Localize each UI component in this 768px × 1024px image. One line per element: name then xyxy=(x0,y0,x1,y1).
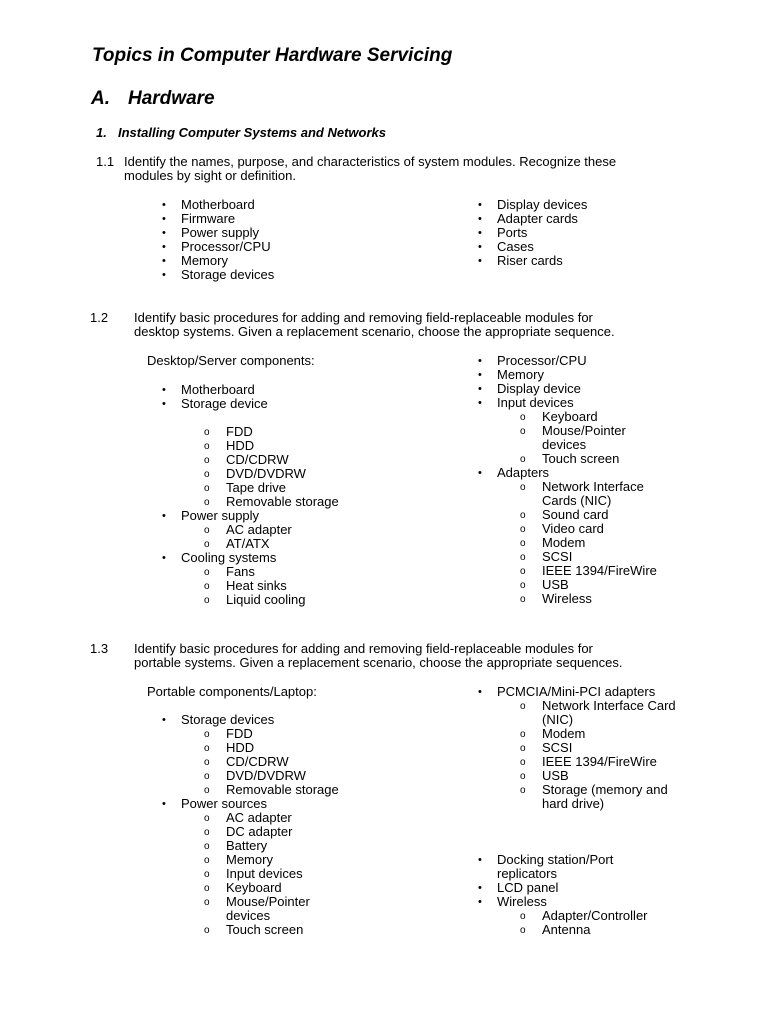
objective-text-line: modules by sight or definition. xyxy=(124,168,296,183)
list-item: • Motherboard xyxy=(162,382,255,397)
list-item: o USB xyxy=(520,768,569,783)
list-item: • Storage device o FDD o HDD o CD/CDRW o DVD/DVDRW o Tape drive o Removable storage xyxy=(181,397,441,509)
list-item: • Power supply o AC adapter o AT/ATX xyxy=(181,509,441,551)
list-item: o USB xyxy=(520,577,569,592)
list-item: • Firmware xyxy=(162,211,236,226)
section-number: A. xyxy=(91,88,110,109)
list-item: o Tape drive xyxy=(204,480,286,495)
list-item: • Wireless o Adapter/Controller o Antenna xyxy=(497,895,677,937)
list-item: • Display device xyxy=(478,381,581,396)
list-item: o IEEE 1394/FireWire xyxy=(520,754,657,769)
page-title: Topics in Computer Hardware Servicing xyxy=(92,45,453,66)
list-item: • Storage devices xyxy=(162,267,275,282)
system-modules-list-left xyxy=(162,197,275,282)
system-modules-list-right xyxy=(478,197,588,268)
objective-text-line: portable systems. Given a replacement scenario, choose the appropriate sequences. xyxy=(134,655,623,670)
topic-label: Installing Computer Systems and Networks xyxy=(118,125,387,140)
objective-text-line: Identify basic procedures for adding and removing field-replaceable modules for xyxy=(134,641,593,656)
list-item: o SCSI xyxy=(520,549,573,564)
list-item: • Processor/CPU xyxy=(162,239,271,254)
list-item: o AT/ATX xyxy=(204,536,270,551)
objective-number: 1.2 xyxy=(90,310,109,325)
objective-text-line: Identify basic procedures for adding and removing field-replaceable modules for xyxy=(134,310,593,325)
list-item: • LCD panel xyxy=(478,880,559,895)
list-item: o Keyboard xyxy=(520,409,598,424)
list-item: o HDD xyxy=(204,438,255,453)
portable-components-heading: Portable components/Laptop: xyxy=(147,684,317,699)
objective-1-1 xyxy=(96,155,696,183)
list-item: o Sound card xyxy=(520,507,609,522)
list-item: o HDD xyxy=(204,740,255,755)
list-item: o Heat sinks xyxy=(204,578,287,593)
list-item: • Power sources o AC adapter o DC adapter o Battery o Memory o Input devices o Keyboard o Mouse/Pointer devices o Touch screen xyxy=(181,797,441,937)
list-item: o Adapter/Controller xyxy=(520,908,648,923)
portable-components-list-left xyxy=(162,712,441,937)
list-item: o Storage (memory and hard drive) xyxy=(520,782,668,811)
list-item: o FDD xyxy=(204,726,253,741)
list-item: o Removable storage xyxy=(204,494,339,509)
objective-text-line: Identify the names, purpose, and characteristics of system modules. Recognize these xyxy=(124,154,617,169)
list-item: • Adapters o Network Interface Cards (NIC) o Sound card o Video card o Modem o SCSI o IEEE 1394/FireWire o USB o Wireless xyxy=(497,466,667,606)
desktop-components-heading: Desktop/Server components: xyxy=(147,353,315,368)
list-item: o Keyboard xyxy=(204,880,282,895)
list-item: • Adapter cards xyxy=(478,211,578,226)
topic-number: 1. xyxy=(96,125,107,140)
list-item: o Antenna xyxy=(520,922,591,937)
list-item: • Ports xyxy=(478,225,528,240)
list-item: o Touch screen xyxy=(204,922,304,937)
objective-text-line: desktop systems. Given a replacement scenario, choose the appropriate sequence. xyxy=(134,324,615,339)
list-item: • Memory xyxy=(478,367,544,382)
list-item: • Riser cards xyxy=(478,253,563,268)
list-item: • Docking station/Port replicators xyxy=(478,852,614,881)
list-item: o Touch screen xyxy=(520,451,620,466)
list-item: o FDD xyxy=(204,424,253,439)
list-item: • Power supply xyxy=(162,225,260,240)
list-item: • Cases xyxy=(478,239,534,254)
list-item: • Input devices o Keyboard o Mouse/Pointer devices o Touch screen xyxy=(497,396,667,466)
list-item: o DVD/DVDRW xyxy=(204,466,306,481)
section-heading xyxy=(91,88,215,110)
list-item: o Battery xyxy=(204,838,268,853)
list-item: o Liquid cooling xyxy=(204,592,306,607)
list-item: • Processor/CPU xyxy=(478,353,587,368)
list-item: o CD/CDRW xyxy=(204,754,289,769)
desktop-components-list-right xyxy=(478,353,667,606)
topic-heading xyxy=(96,125,386,140)
list-item: o SCSI xyxy=(520,740,573,755)
objective-1-2 xyxy=(90,311,710,339)
list-item: o Modem xyxy=(520,726,586,741)
list-item: o DVD/DVDRW xyxy=(204,768,306,783)
list-item: o Video card xyxy=(520,521,604,536)
list-item: o IEEE 1394/FireWire xyxy=(520,563,657,578)
list-item: • Storage devices o FDD o HDD o CD/CDRW o DVD/DVDRW o Removable storage xyxy=(181,713,441,797)
objective-number: 1.1 xyxy=(96,154,115,169)
list-item: • Memory xyxy=(162,253,228,268)
list-item: o Removable storage xyxy=(204,782,339,797)
list-item: o Input devices xyxy=(204,866,303,881)
desktop-components-list-left xyxy=(162,382,441,607)
list-item: o DC adapter xyxy=(204,824,293,839)
section-label: Hardware xyxy=(128,88,215,109)
portable-components-list-right xyxy=(478,684,677,937)
objective-number: 1.3 xyxy=(90,641,109,656)
list-item: o AC adapter xyxy=(204,522,292,537)
list-item: o Network Interface Cards (NIC) xyxy=(520,479,644,508)
list-item: o Mouse/Pointer devices xyxy=(520,423,626,452)
list-item: o Network Interface Card (NIC) xyxy=(520,698,676,727)
list-item: o AC adapter xyxy=(204,810,292,825)
list-item: o Fans xyxy=(204,564,255,579)
list-item: • Cooling systems o Fans o Heat sinks o Liquid cooling xyxy=(181,551,441,607)
list-item: • Display devices xyxy=(478,197,588,212)
list-item: o Memory xyxy=(204,852,273,867)
list-item: o Modem xyxy=(520,535,586,550)
list-item: • Motherboard xyxy=(162,197,255,212)
list-item: o CD/CDRW xyxy=(204,452,289,467)
list-item: o Wireless xyxy=(520,591,592,606)
list-item: • PCMCIA/Mini-PCI adapters o Network Interface Card (NIC) o Modem o SCSI o IEEE 1394/FireWire o USB o Storage (memory and hard drive) xyxy=(478,684,676,811)
objective-1-3 xyxy=(90,642,710,670)
list-item: o Mouse/Pointer devices xyxy=(204,894,310,923)
